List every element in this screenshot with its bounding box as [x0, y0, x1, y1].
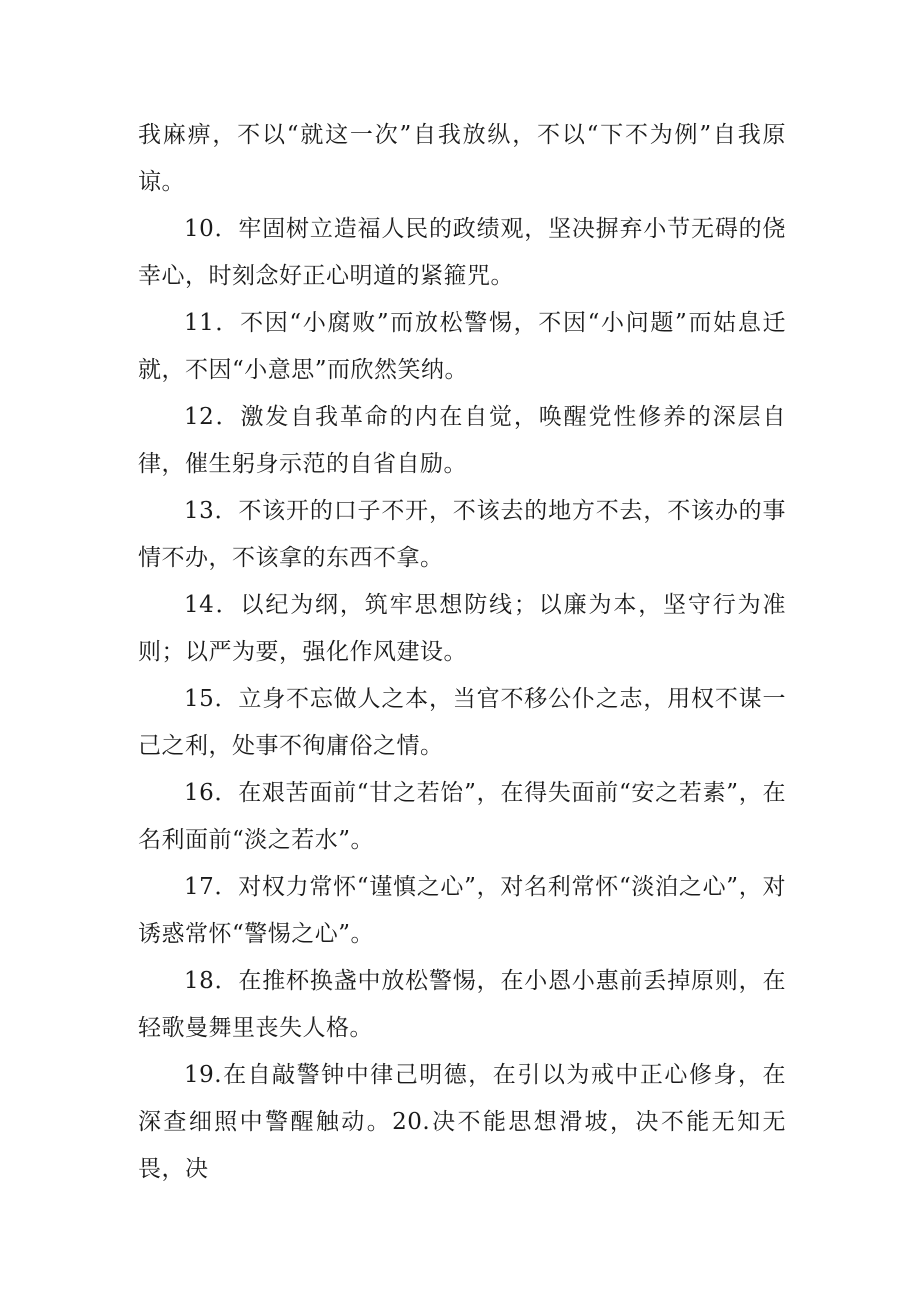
- paragraph-item-16: 16．在艰苦面前“甘之若饴”，在得失面前“安之若素”，在名利面前“淡之若水”。: [138, 780, 786, 853]
- paragraph-item-19-20: 19.在自敲警钟中律己明德，在引以为戒中正心修身，在深查细照中警醒触动。20.决不能思想滑坡，决不能无知无畏，决: [138, 1062, 786, 1182]
- paragraph-item-12: 12．激发自我革命的内在自觉，唤醒党性修养的深层自律，催生躬身示范的自省自励。: [138, 404, 786, 477]
- paragraph-item-18: 18．在推杯换盏中放松警惕，在小恩小惠前丢掉原则，在轻歌曼舞里丧失人格。: [138, 968, 786, 1041]
- paragraph-item-10: 10．牢固树立造福人民的政绩观，坚决摒弃小节无碍的侥幸心，时刻念好正心明道的紧箍咒。: [138, 216, 786, 289]
- paragraph-continuation: 我麻痹，不以“就这一次”自我放纵，不以“下不为例”自我原谅。: [138, 122, 786, 195]
- document-page: [138, 112, 786, 1193]
- paragraph-item-11: 11．不因“小腐败”而放松警惕，不因“小问题”而姑息迁就，不因“小意思”而欣然笑纳。: [138, 310, 786, 383]
- paragraph-item-15: 15．立身不忘做人之本，当官不移公仆之志，用权不谋一己之利，处事不徇庸俗之情。: [138, 686, 786, 759]
- paragraph-item-13: 13．不该开的口子不开，不该去的地方不去，不该办的事情不办，不该拿的东西不拿。: [138, 498, 786, 571]
- paragraph-item-17: 17．对权力常怀“谨慎之心”，对名利常怀“淡泊之心”，对诱惑常怀“警惕之心”。: [138, 874, 786, 947]
- paragraph-item-14: 14．以纪为纲，筑牢思想防线；以廉为本，坚守行为准则；以严为要，强化作风建设。: [138, 592, 786, 665]
